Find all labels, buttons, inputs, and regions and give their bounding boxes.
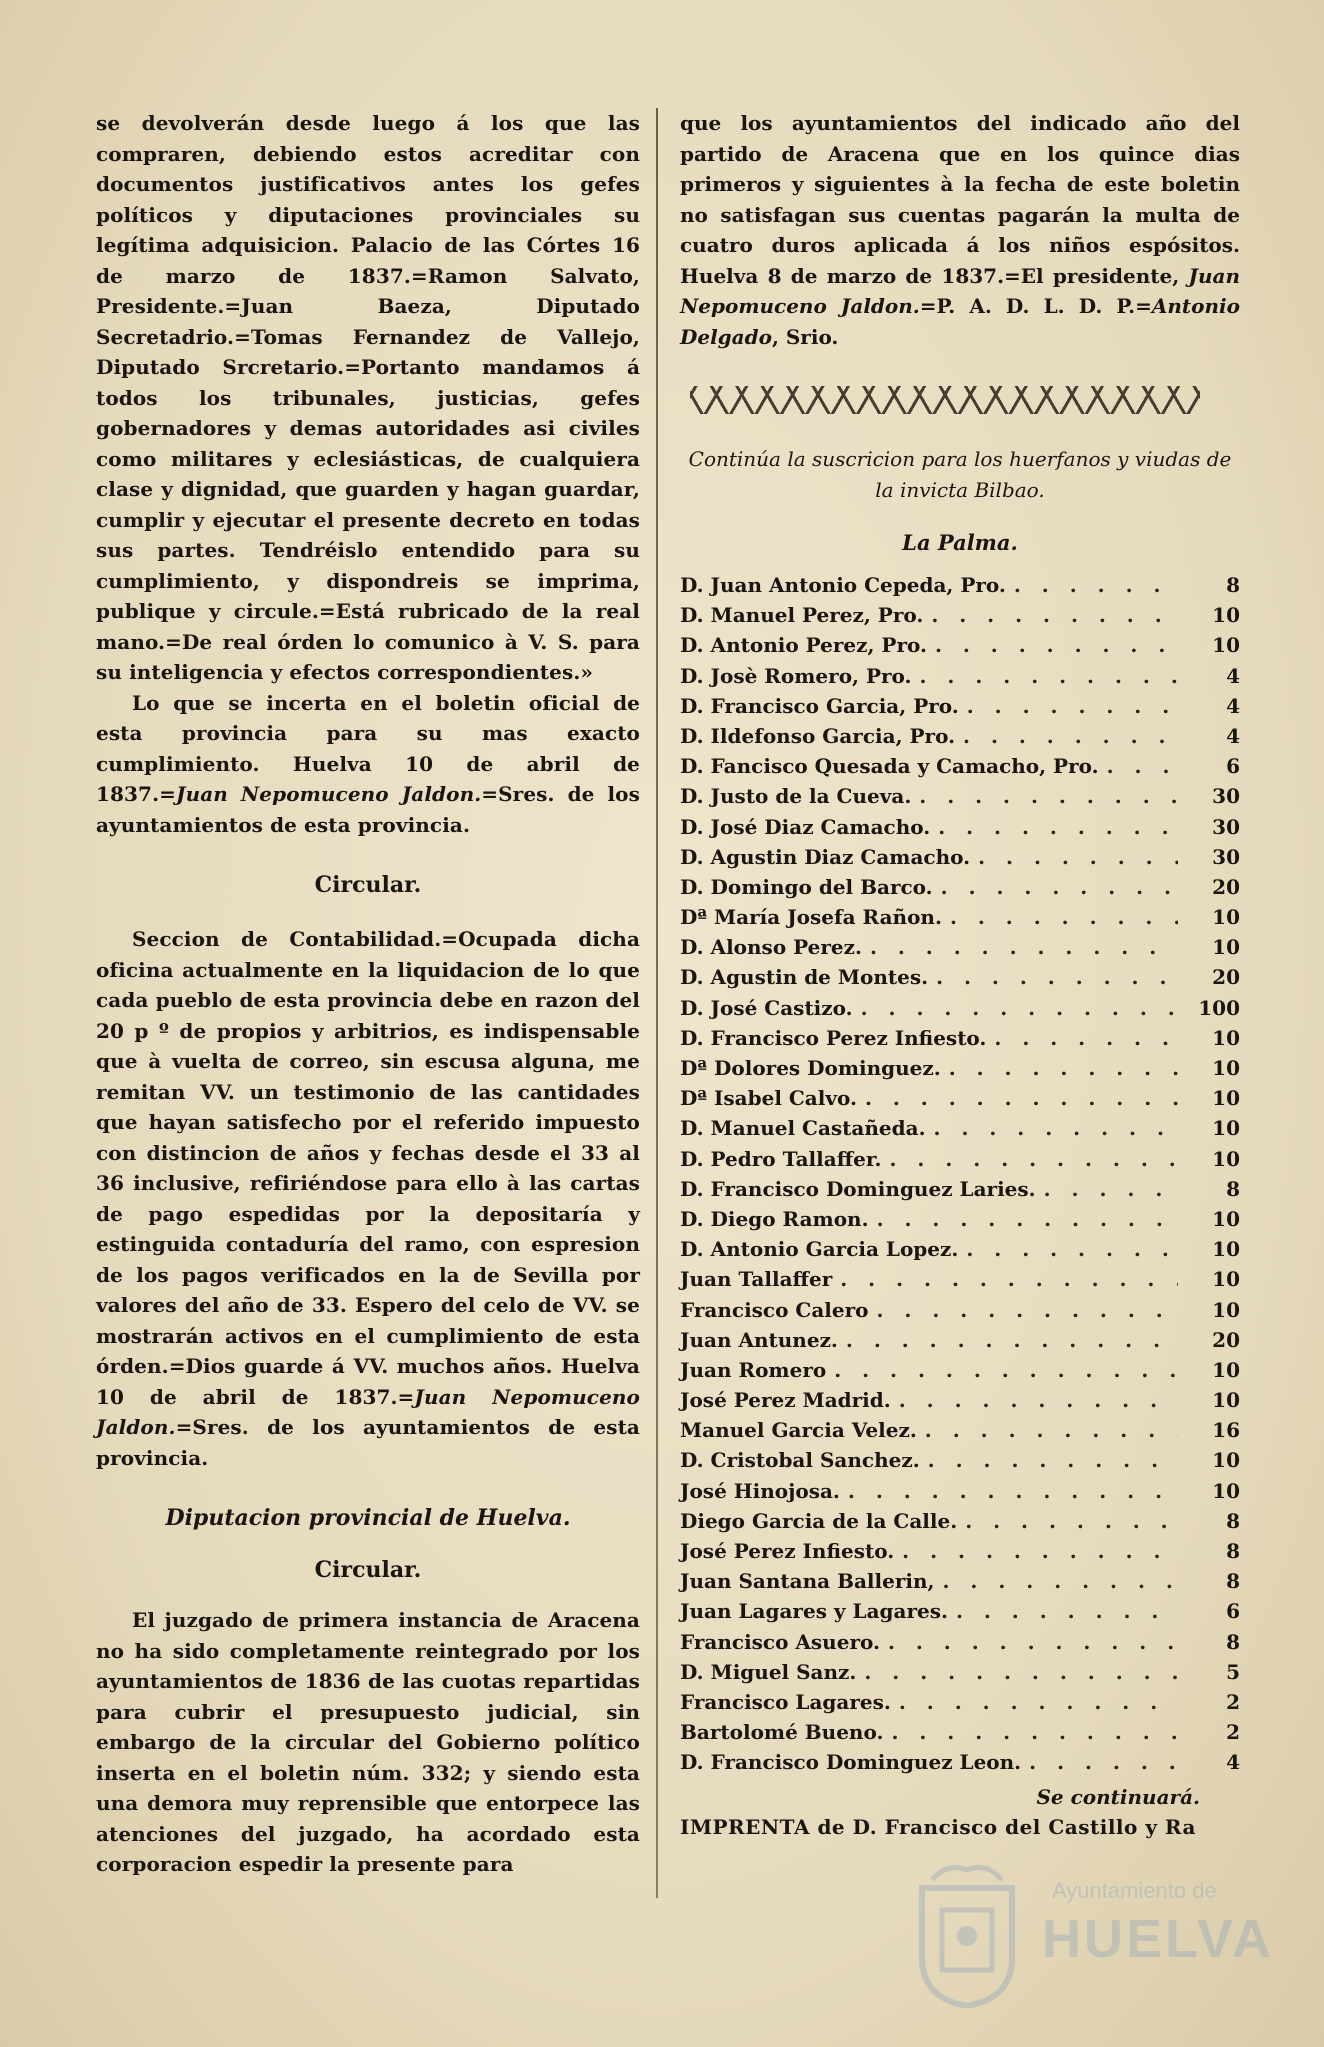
donor-name: D. Francisco Garcia, Pro. (680, 693, 959, 718)
leader-dots (888, 1630, 1178, 1654)
donor-amount: 10 (1212, 1448, 1240, 1473)
donor-row (680, 1267, 1240, 1297)
donor-name: Juan Santana Ballerin, (680, 1569, 935, 1594)
huelva-coat-of-arms-icon (912, 1858, 1022, 2008)
donor-name: D. Antonio Garcia Lopez. (680, 1237, 959, 1262)
donor-name: D. José Diaz Camacho. (680, 814, 931, 839)
leader-dots (890, 1147, 1179, 1171)
leader-dots (899, 1690, 1178, 1714)
donor-amount: 20 (1212, 1327, 1240, 1352)
donor-amount: 4 (1226, 663, 1240, 688)
donor-row (680, 1116, 1240, 1146)
donor-amount: 8 (1226, 1569, 1240, 1594)
insertion-text: Lo que se incerta en el boletin oficial de esta provincia para su mas exacto cumplimiento. Huelva 10 de abril de 1837.= (96, 690, 640, 806)
aracena-secretary: Antonio Delgado (680, 294, 1240, 349)
leader-dots (934, 1116, 1178, 1140)
leader-dots (834, 1358, 1178, 1382)
donor-amount: 10 (1212, 1388, 1240, 1413)
donor-list (680, 573, 1240, 1781)
aracena-continuation (680, 108, 1240, 352)
donor-row (680, 1599, 1240, 1629)
donor-amount: 8 (1226, 573, 1240, 597)
donor-name: D. Diego Ramon. (680, 1206, 869, 1231)
donor-row (680, 1509, 1240, 1539)
insertion-signature: Juan Nepomuceno Jaldon. (176, 782, 482, 806)
donor-row (680, 1056, 1240, 1086)
donor-row (680, 1388, 1240, 1418)
donor-amount: 10 (1212, 1297, 1240, 1322)
insertion-recipients: =Sres. de los ayuntamientos de esta provincia. (96, 782, 640, 837)
donor-row (680, 1147, 1240, 1177)
watermark (912, 1858, 1274, 2028)
donor-row (680, 754, 1240, 784)
leader-dots (1029, 1750, 1178, 1774)
donor-name: D. Josè Romero, Pro. (680, 663, 912, 688)
donor-name: D. Francisco Perez Infiesto. (680, 1025, 987, 1050)
donor-row (680, 1539, 1240, 1569)
leader-dots (938, 815, 1178, 839)
donor-name: D. Agustin Diaz Camacho. (680, 844, 971, 869)
leader-dots (950, 905, 1178, 929)
donor-name: Bartolomé Bueno. (680, 1720, 884, 1745)
donor-name: D. Manuel Castañeda. (680, 1116, 926, 1141)
donor-amount: 10 (1212, 1267, 1240, 1292)
donor-name: D. Manuel Perez, Pro. (680, 603, 924, 628)
donor-row (680, 603, 1240, 633)
donor-name: Dª Isabel Calvo. (680, 1086, 857, 1111)
donor-amount: 20 (1212, 874, 1240, 899)
subscription-intro: Continúa la suscricion para los huerfanos y viudas de la invicta Bilbao. (688, 447, 1232, 502)
donor-amount: 8 (1226, 1176, 1240, 1201)
donor-amount: 4 (1226, 1750, 1240, 1775)
donor-amount: 10 (1212, 1237, 1240, 1262)
donor-amount: 5 (1226, 1659, 1240, 1684)
donor-row (680, 694, 1240, 724)
donor-row (680, 633, 1240, 663)
donor-amount: 4 (1226, 693, 1240, 718)
aracena-text: que los ayuntamientos del indicado año del partido de Aracena que en los quince dias primeros y siguientes à la fecha de este boletin no satisfagan sus cuentas pagarán la multa de cuatro duros aplicada á los niños espósitos. Huelva 8 de marzo de 1837.=El presidente, (680, 111, 1240, 288)
right-column (680, 108, 1240, 1839)
donor-amount: 10 (1212, 1206, 1240, 1231)
donor-row (680, 573, 1240, 603)
donor-name: Dª Dolores Dominguez. (680, 1056, 941, 1080)
leader-dots (949, 1056, 1178, 1080)
donor-amount: 6 (1226, 754, 1240, 779)
donor-row (680, 1569, 1240, 1599)
circular-heading-2: Circular. (314, 1557, 422, 1583)
donor-name: D. Miguel Sanz. (680, 1659, 857, 1684)
leader-dots (943, 1569, 1179, 1593)
donor-amount: 10 (1212, 633, 1240, 658)
donor-row (680, 664, 1240, 694)
donor-name: D. Alonso Perez. (680, 935, 862, 960)
leader-dots (935, 633, 1178, 657)
donor-name: D. Ildefonso Garcia, Pro. (680, 723, 956, 748)
donor-name: D. José Castizo. (680, 995, 853, 1020)
donor-amount: 30 (1212, 844, 1240, 869)
donor-name: D. Francisco Dominguez Laries. (680, 1176, 1036, 1201)
leader-dots (1014, 573, 1178, 597)
donor-name: Francisco Calero (680, 1297, 869, 1322)
leader-dots (840, 1267, 1178, 1291)
leader-dots (931, 603, 1178, 627)
donor-row (680, 935, 1240, 965)
donor-row (680, 1690, 1240, 1720)
donor-amount: 6 (1226, 1599, 1240, 1624)
ornamental-divider (690, 386, 1200, 414)
donor-amount: 10 (1212, 1025, 1240, 1050)
donor-amount: 8 (1226, 1629, 1240, 1654)
continued-note: Se continuará. (1036, 1784, 1200, 1809)
donor-name: Manuel Garcia Velez. (680, 1418, 917, 1443)
donor-row (680, 1086, 1240, 1116)
left-column (96, 108, 640, 1880)
donor-name: D. Francisco Dominguez Leon. (680, 1750, 1022, 1775)
donor-row (680, 1630, 1240, 1660)
donor-amount: 2 (1226, 1689, 1240, 1714)
watermark-line-2: HUELVA (1042, 1909, 1274, 1969)
leader-dots (864, 1660, 1178, 1684)
leader-dots (919, 664, 1178, 688)
donor-name: D. Agustin de Montes. (680, 965, 929, 990)
leader-dots (877, 1207, 1178, 1231)
donor-name: Diego Garcia de la Calle. (680, 1508, 958, 1533)
donor-row (680, 1720, 1240, 1750)
aracena-signature: Juan Nepomuceno Jaldon. (680, 263, 1240, 318)
insertion-paragraph (96, 688, 640, 841)
leader-dots (919, 784, 1178, 808)
watermark-line-1: Ayuntamiento de (1052, 1878, 1217, 1903)
donor-name: Juan Antunez. (680, 1327, 838, 1352)
accounting-circular (96, 924, 640, 1473)
donor-name: D. Fancisco Quesada y Camacho, Pro. (680, 754, 1099, 779)
donor-name: Francisco Lagares. (680, 1689, 891, 1714)
donor-amount: 10 (1212, 603, 1240, 628)
aracena-pad: =P. A. D. L. D. P.= (919, 294, 1152, 318)
leader-dots (870, 935, 1178, 959)
donor-amount: 2 (1226, 1720, 1240, 1745)
place-heading: La Palma. (902, 530, 1018, 555)
donor-row (680, 1026, 1240, 1056)
leader-dots (966, 1237, 1178, 1261)
decree-paragraph: se devolverán desde luego á los que las compraren, debiendo estos acreditar con documentos justificativos antes los gefes políticos y diputaciones provinciales su legítima adquisicion. Palacio de las Córtes 16 de marzo de 1837.=Ramon Salvato, Presidente.=Juan Baeza, Diputado Secretadrio.=Tomas Fernandez de Vallejo, Diputado Srcretario.=Portanto mandamos á todos los tribunales, justicias, gefes gobernadores y demas autoridades asi civiles como militares y eclesiásticas, de cualquiera clase y dignidad, que guarden y hagan guardar, cumplir y ejecutar el presente decreto en todas sus partes. Tendréislo entendido para su cumplimiento, y dispondreis se imprima, publique y circule.=Está rubricado de la real mano.=De real órden lo comunico à V. S. para su inteligencia y efectos correspondientes.» (96, 111, 640, 684)
donor-name: José Hinojosa. (680, 1478, 840, 1503)
donor-amount: 8 (1226, 1508, 1240, 1533)
donor-row (680, 1660, 1240, 1690)
donor-name: Juan Lagares y Lagares. (680, 1599, 948, 1624)
donor-amount: 30 (1212, 814, 1240, 839)
leader-dots (865, 1086, 1178, 1110)
accounting-recipients: =Sres. de los ayuntamientos de esta provincia. (96, 1415, 640, 1470)
donor-row (680, 815, 1240, 845)
donor-row (680, 905, 1240, 935)
donor-row (680, 1418, 1240, 1448)
leader-dots (846, 1328, 1178, 1352)
donor-amount: 10 (1212, 1116, 1240, 1141)
donor-amount: 100 (1198, 995, 1240, 1020)
leader-dots (1044, 1177, 1178, 1201)
donor-name: José Perez Infiesto. (680, 1539, 895, 1563)
donor-row (680, 965, 1240, 995)
donor-amount: 10 (1212, 1357, 1240, 1382)
donor-row (680, 1479, 1240, 1509)
donor-row (680, 1358, 1240, 1388)
donor-row (680, 875, 1240, 905)
donor-amount: 16 (1212, 1418, 1240, 1443)
donor-name: Juan Romero (680, 1357, 827, 1382)
column-divider (656, 108, 658, 1898)
donor-amount: 10 (1212, 1146, 1240, 1171)
donor-name: D. Juan Antonio Cepeda, Pro. (680, 573, 1006, 597)
leader-dots (1107, 754, 1178, 778)
leader-dots (956, 1599, 1178, 1623)
diputacion-heading: Diputacion provincial de Huelva. (165, 1505, 571, 1531)
donor-amount: 10 (1212, 1086, 1240, 1111)
donor-name: Dª María Josefa Rañon. (680, 905, 942, 930)
leader-dots (967, 694, 1178, 718)
leader-dots (925, 1418, 1178, 1442)
donor-amount: 10 (1212, 905, 1240, 930)
donor-name: D. Domingo del Barco. (680, 874, 933, 899)
donor-name: D. Cristobal Sanchez. (680, 1448, 920, 1473)
leader-dots (965, 1509, 1178, 1533)
imprint-line: IMPRENTA de D. Francisco del Castillo y Ra (680, 1814, 1196, 1839)
leader-dots (876, 1298, 1178, 1322)
donor-row (680, 845, 1240, 875)
donor-row (680, 1750, 1240, 1780)
donor-amount: 10 (1212, 1056, 1240, 1080)
leader-dots (899, 1388, 1178, 1412)
leader-dots (941, 875, 1178, 899)
circular-heading-1: Circular. (314, 872, 422, 898)
donor-name: Francisco Asuero. (680, 1629, 880, 1654)
donor-row (680, 996, 1240, 1026)
leader-dots (994, 1026, 1178, 1050)
donor-row (680, 1328, 1240, 1358)
leader-dots (928, 1448, 1178, 1472)
aracena-secretary-title: , Srio. (771, 324, 839, 349)
donor-row (680, 1207, 1240, 1237)
leader-dots (936, 965, 1178, 989)
donor-name: D. Justo de la Cueva. (680, 784, 912, 809)
leader-dots (891, 1720, 1178, 1744)
donor-name: D. Antonio Perez, Pro. (680, 633, 927, 658)
donor-amount: 20 (1212, 965, 1240, 990)
donor-name: Juan Tallaffer (680, 1267, 833, 1292)
aracena-circular: El juzgado de primera instancia de Aracena no ha sido completamente reintegrado por los ayuntamientos de 1836 de las cuotas repartidas para cubrir el presupuesto judicial, sin embargo de la circular del Gobierno político inserta en el boletin núm. 332; y siendo esta una demora muy reprensible que entorpece las atenciones del juzgado, ha acordado esta corporacion espedir la presente para (96, 1608, 640, 1876)
donor-name: D. Pedro Tallaffer. (680, 1146, 882, 1171)
leader-dots (978, 845, 1178, 869)
donor-row (680, 1298, 1240, 1328)
leader-dots (963, 724, 1178, 748)
donor-row (680, 724, 1240, 754)
donor-amount: 30 (1212, 784, 1240, 809)
leader-dots (848, 1479, 1178, 1503)
donor-row (680, 1448, 1240, 1478)
donor-name: José Perez Madrid. (680, 1388, 891, 1413)
leader-dots (902, 1539, 1178, 1563)
donor-row (680, 1177, 1240, 1207)
donor-amount: 8 (1226, 1539, 1240, 1563)
accounting-text: Seccion de Contabilidad.=Ocupada dicha oficina actualmente en la liquidacion de lo que cada pueblo de esta provincia debe en razon del 20 p º de propios y arbitrios, es indispensable que à vuelta de correo, sin escusa alguna, me remitan VV. un testimonio de las cantidades que hayan satisfecho por el referido impuesto con distincion de años y fechas desde el 33 al 36 inclusive, refiriéndose para ello à las cartas de pago espedidas por la depositaría y estinguida contaduría del ramo, con espresion de los pagos verificados en la de Sevilla por valores del año de 33. Espero del celo de VV. se mostrarán activos en el cumplimiento de esta órden.=Dios guarde á VV. muchos años. Huelva 10 de abril de 1837.= (96, 927, 640, 1409)
leader-dots (861, 996, 1178, 1020)
donor-amount: 10 (1212, 1478, 1240, 1503)
donor-amount: 10 (1212, 935, 1240, 960)
accounting-signature: Juan Nepomuceno Jaldon. (96, 1384, 640, 1439)
donor-amount: 4 (1226, 723, 1240, 748)
donor-row (680, 784, 1240, 814)
donor-row (680, 1237, 1240, 1267)
